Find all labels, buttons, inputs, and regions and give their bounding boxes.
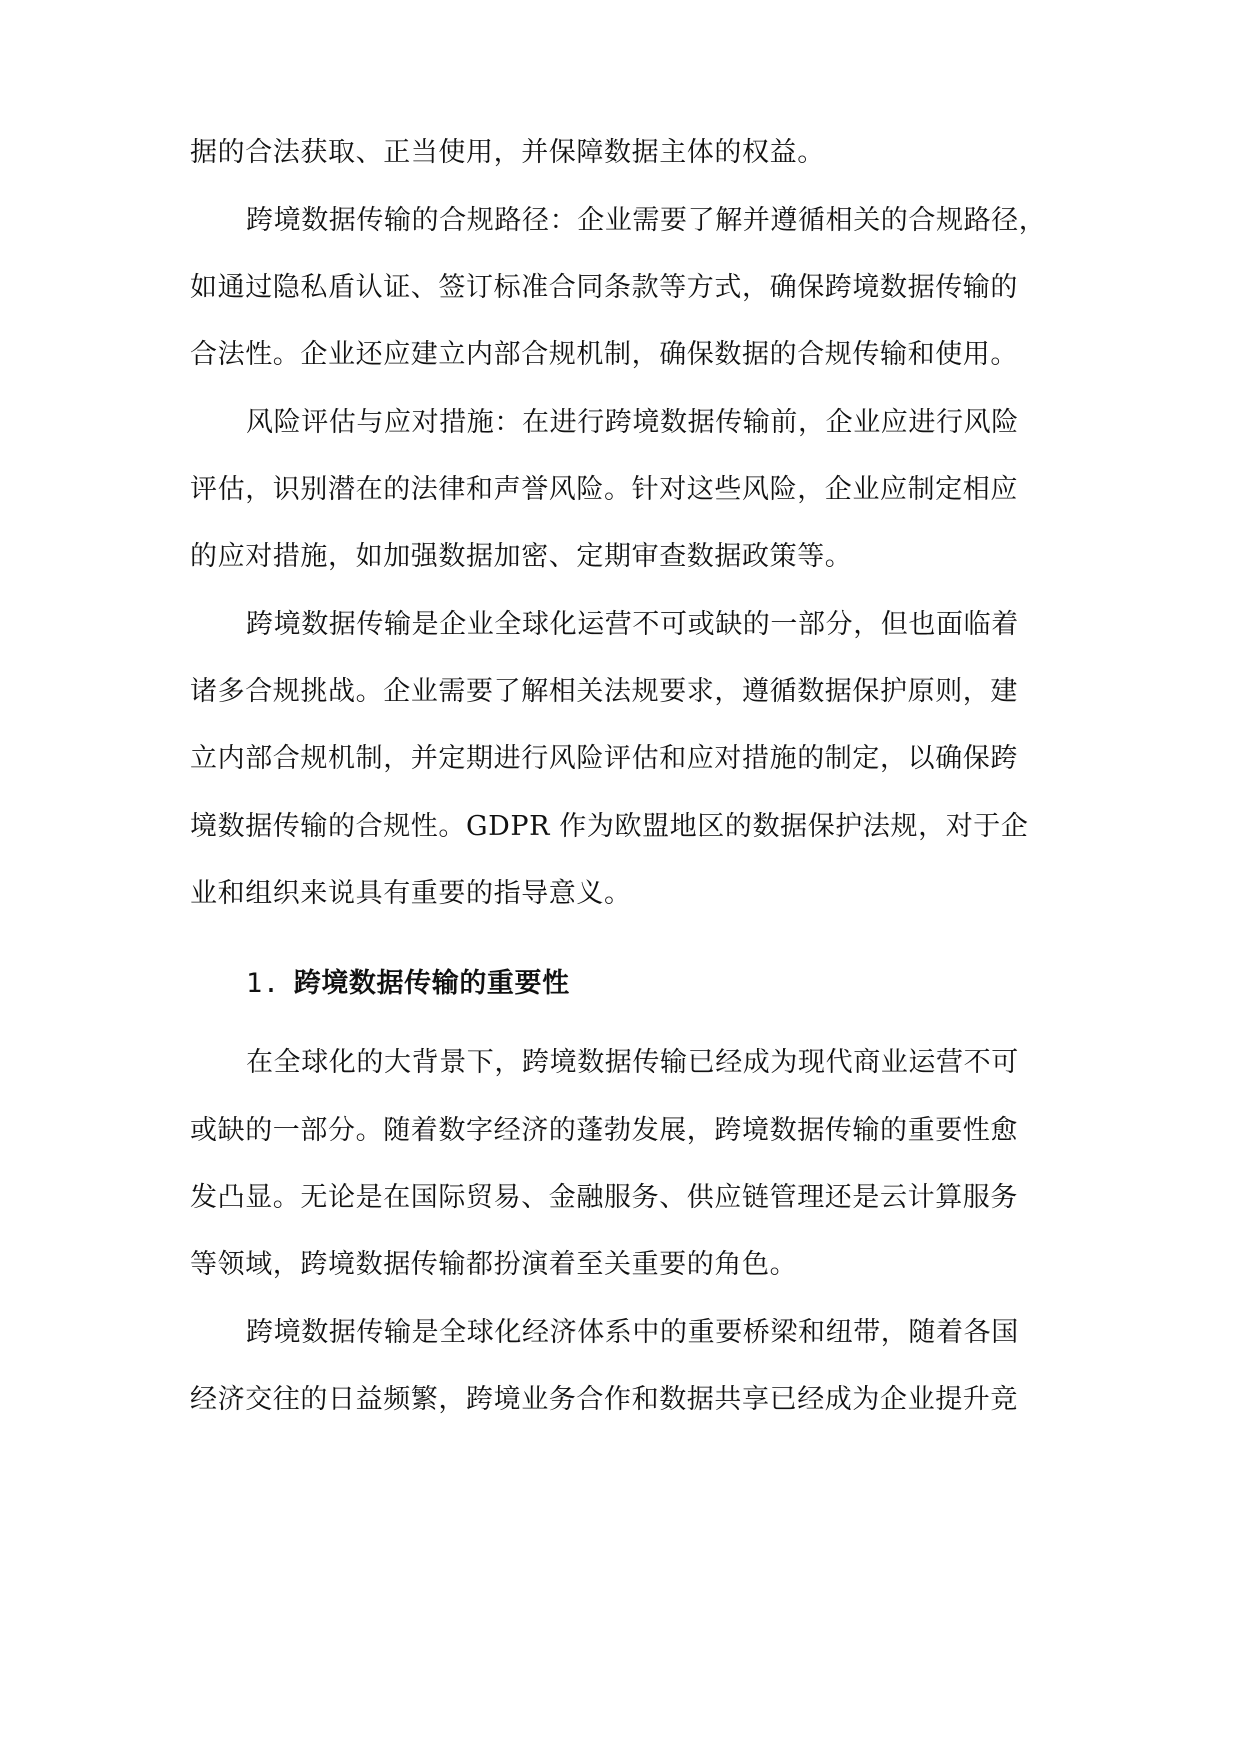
paragraph-2-line-2: 如通过隐私盾认证、签订标准合同条款等方式，确保跨境数据传输的 [190,272,1018,303]
section-heading [246,964,570,1004]
paragraph-3-line-3: 的应对措施，如加强数据加密、定期审查数据政策等。 [190,541,853,572]
paragraph-2-line-3: 合法性。企业还应建立内部合规机制，确保数据的合规传输和使用。 [190,339,1018,370]
paragraph-5-line-3: 发凸显。无论是在国际贸易、金融服务、供应链管理还是云计算服务 [190,1182,1018,1213]
section-title: 跨境数据传输的重要性 [293,968,570,999]
paragraph-6-line-1: 跨境数据传输是全球化经济体系中的重要桥梁和纽带，随着各国 [246,1317,1019,1348]
paragraph-5-line-4: 等领域，跨境数据传输都扮演着至关重要的角色。 [190,1249,798,1280]
paragraph-4-line-2: 诸多合规挑战。企业需要了解相关法规要求，遵循数据保护原则，建 [190,676,1018,707]
paragraph-4-line-3: 立内部合规机制，并定期进行风险评估和应对措施的制定，以确保跨 [190,743,1018,774]
paragraph-3-line-1: 风险评估与应对措施：在进行跨境数据传输前，企业应进行风险 [246,407,1019,438]
paragraph-4-line-5: 业和组织来说具有重要的指导意义。 [190,878,632,909]
section-number: 1. [246,968,280,999]
paragraph-4-line-1: 跨境数据传输是企业全球化运营不可或缺的一部分，但也面临着 [246,609,1019,640]
paragraph-2-line-1: 跨境数据传输的合规路径：企业需要了解并遵循相关的合规路径， [246,205,1047,236]
paragraph-5-line-1: 在全球化的大背景下，跨境数据传输已经成为现代商业运营不可 [246,1047,1019,1078]
paragraph-3-line-2: 评估，识别潜在的法律和声誉风险。针对这些风险，企业应制定相应 [190,474,1018,505]
paragraph-5-line-2: 或缺的一部分。随着数字经济的蓬勃发展，跨境数据传输的重要性愈 [190,1115,1018,1146]
paragraph-6-line-2: 经济交往的日益频繁，跨境业务合作和数据共享已经成为企业提升竞 [190,1384,1018,1415]
paragraph-1-line-1: 据的合法获取、正当使用，并保障数据主体的权益。 [190,137,825,168]
paragraph-4-line-4: 境数据传输的合规性。GDPR 作为欧盟地区的数据保护法规，对于企 [190,811,1029,842]
